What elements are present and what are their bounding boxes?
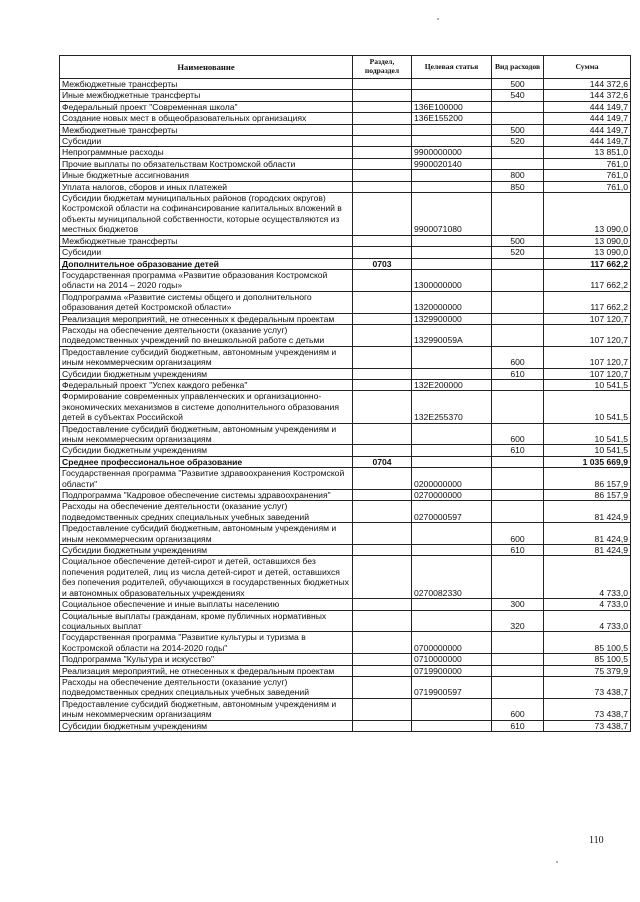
cell-type [492,291,544,313]
table-row [60,90,631,101]
cell-target: 0270000597 [412,501,492,523]
cell-section [353,147,412,158]
cell-name: Среднее профессиональное образование [60,456,353,467]
cell-name: Прочие выплаты по обязательствам Костромской области [60,158,353,169]
header-type: Вид расходов [492,56,544,79]
cell-type [492,324,544,346]
cell-section [353,235,412,246]
cell-sum: 10 541,5 [544,445,631,456]
cell-section [353,545,412,556]
cell-sum: 761,0 [544,158,631,169]
table-row [60,468,631,490]
table-row [60,269,631,291]
cell-section [353,193,412,236]
cell-name: Федеральный проект "Успех каждого ребенка" [60,379,353,390]
cell-type: 520 [492,136,544,147]
cell-name: Подпрограмма "Кадровое обеспечение системы здравоохранения" [60,490,353,501]
header-sum: Сумма [544,56,631,79]
cell-section [353,610,412,632]
cell-type: 600 [492,423,544,445]
cell-sum: 117 662,2 [544,291,631,313]
table-row [60,610,631,632]
cell-sum: 107 120,7 [544,368,631,379]
cell-type [492,258,544,269]
table-row [60,247,631,258]
cell-target: 132E255370 [412,391,492,423]
table-row [60,346,631,368]
page-number: 110 [589,835,604,846]
cell-type [492,556,544,599]
cell-section [353,599,412,610]
cell-sum: 10 541,5 [544,391,631,423]
cell-sum: 4 733,0 [544,610,631,632]
cell-sum: 444 149,7 [544,113,631,124]
cell-section [353,313,412,324]
cell-sum: 73 438,7 [544,698,631,720]
cell-name: Субсидии бюджетным учреждениям [60,445,353,456]
cell-target [412,445,492,456]
cell-name: Расходы на обеспечение деятельности (оказание услуг) подведомственных учреждений по внешкольной работе с детьми [60,324,353,346]
cell-name: Формирование современных управленческих и организационно-экономических механизмов в системе дополнительного образования детей в субъектах Российской [60,391,353,423]
cell-target: 0710000000 [412,654,492,665]
cell-target: 9900071080 [412,193,492,236]
cell-type: 850 [492,181,544,192]
cell-sum: 13 851,0 [544,147,631,158]
header-section: Раздел, подраздел [353,56,412,79]
table-row [60,501,631,523]
cell-target: 132990059А [412,324,492,346]
cell-section [353,676,412,698]
table-row [60,556,631,599]
cell-name: Реализация мероприятий, не отнесенных к федеральным проектам [60,665,353,676]
cell-type [492,632,544,654]
table-row [60,456,631,467]
cell-sum: 761,0 [544,181,631,192]
table-row [60,324,631,346]
cell-target: 9900020140 [412,158,492,169]
cell-name: Расходы на обеспечение деятельности (оказание услуг) подведомственных средних специальных учебных заведений [60,676,353,698]
cell-sum: 10 541,5 [544,423,631,445]
cell-name: Предоставление субсидий бюджетным, автономным учреждениям и иным некоммерческим организациям [60,423,353,445]
cell-type: 320 [492,610,544,632]
cell-sum: 444 149,7 [544,101,631,112]
cell-type: 610 [492,545,544,556]
cell-section [353,269,412,291]
cell-name: Государственная программа «Развитие образования Костромской области на 2014 – 2020 годы» [60,269,353,291]
cell-target: 1320000000 [412,291,492,313]
cell-sum: 10 541,5 [544,379,631,390]
cell-sum: 81 424,9 [544,501,631,523]
cell-type [492,654,544,665]
table-row [60,193,631,236]
cell-target: 0270000000 [412,490,492,501]
cell-name: Межбюджетные трансферты [60,79,353,90]
cell-name: Межбюджетные трансферты [60,235,353,246]
cell-type: 600 [492,346,544,368]
cell-name: Социальное обеспечение и иные выплаты населению [60,599,353,610]
cell-section [353,90,412,101]
cell-type: 600 [492,523,544,545]
cell-target: 0270082330 [412,556,492,599]
cell-name: Субсидии бюджетам муниципальных районов (городских округов) Костромской области на софинансирование капитальных вложений в объекты муниципальной собственности, которые осуществляются из местных бюджетов [60,193,353,236]
cell-name: Государственная программа "Развитие культуры и туризма в Костромской области на 2014-2020 годы" [60,632,353,654]
cell-section [353,368,412,379]
cell-section [353,556,412,599]
cell-sum: 13 090,0 [544,193,631,236]
cell-name: Иные бюджетные ассигнования [60,170,353,181]
cell-name: Уплата налогов, сборов и иных платежей [60,181,353,192]
cell-sum: 1 035 669,9 [544,456,631,467]
cell-target [412,545,492,556]
cell-section [353,346,412,368]
scan-speck [556,861,558,863]
cell-target [412,258,492,269]
cell-target [412,170,492,181]
cell-target [412,79,492,90]
cell-target [412,90,492,101]
table-row [60,379,631,390]
table-row [60,632,631,654]
cell-section: 0703 [353,258,412,269]
cell-type: 800 [492,170,544,181]
cell-type: 610 [492,720,544,731]
cell-name: Субсидии [60,247,353,258]
table-row [60,313,631,324]
cell-type [492,113,544,124]
cell-section [353,181,412,192]
cell-name: Подпрограмма "Культура и искусство" [60,654,353,665]
cell-type: 540 [492,90,544,101]
cell-target [412,235,492,246]
cell-sum: 86 157,9 [544,490,631,501]
table-row [60,79,631,90]
cell-sum: 81 424,9 [544,523,631,545]
cell-sum: 13 090,0 [544,247,631,258]
cell-sum: 761,0 [544,170,631,181]
cell-target [412,181,492,192]
cell-section [353,654,412,665]
cell-section [353,665,412,676]
cell-name: Субсидии [60,136,353,147]
table-row [60,523,631,545]
cell-name: Иные межбюджетные трансферты [60,90,353,101]
cell-sum: 117 662,2 [544,269,631,291]
cell-sum: 4 733,0 [544,599,631,610]
cell-section [353,632,412,654]
cell-type [492,468,544,490]
cell-section [353,158,412,169]
cell-target [412,247,492,258]
cell-sum: 75 379,9 [544,665,631,676]
cell-type: 500 [492,235,544,246]
cell-target [412,698,492,720]
table-row [60,423,631,445]
table-row [60,291,631,313]
cell-sum: 107 120,7 [544,346,631,368]
table-header-row [60,56,631,79]
cell-target [412,368,492,379]
cell-name: Субсидии бюджетным учреждениям [60,720,353,731]
cell-sum: 144 372,6 [544,90,631,101]
cell-type [492,456,544,467]
cell-target: 0200000000 [412,468,492,490]
cell-target [412,136,492,147]
table-row [60,391,631,423]
cell-section [353,101,412,112]
cell-section [353,445,412,456]
cell-target [412,610,492,632]
table-row [60,676,631,698]
cell-target: 1329900000 [412,313,492,324]
cell-name: Государственная программа "Развитие здравоохранения Костромской области" [60,468,353,490]
cell-type [492,501,544,523]
cell-name: Предоставление субсидий бюджетным, автономным учреждениям и иным некоммерческим организациям [60,523,353,545]
table-row [60,720,631,731]
cell-sum: 107 120,7 [544,324,631,346]
cell-type [492,665,544,676]
cell-section [353,391,412,423]
cell-section [353,113,412,124]
cell-target: 132E200000 [412,379,492,390]
cell-type [492,379,544,390]
cell-target [412,599,492,610]
cell-target [412,720,492,731]
cell-type [492,490,544,501]
cell-section [353,324,412,346]
table-row [60,258,631,269]
cell-type: 500 [492,79,544,90]
table-row [60,113,631,124]
scan-speck [437,18,439,20]
cell-name: Непрограммные расходы [60,147,353,158]
cell-sum: 13 090,0 [544,235,631,246]
cell-sum: 86 157,9 [544,468,631,490]
cell-sum: 117 662,2 [544,258,631,269]
table-row [60,235,631,246]
cell-section [353,468,412,490]
cell-name: Социальное обеспечение детей-сирот и детей, оставшихся без попечения родителей, лиц из числа детей-сирот и детей, оставшихся без попечения родителей, обучающихся в государственных бюджетных и автономных образовательных учреждениях [60,556,353,599]
cell-section [353,523,412,545]
cell-type [492,193,544,236]
cell-sum: 144 372,6 [544,79,631,90]
cell-name: Субсидии бюджетным учреждениям [60,545,353,556]
cell-target: 136E100000 [412,101,492,112]
header-name: Наименование [60,56,353,79]
cell-name: Федеральный проект "Современная школа" [60,101,353,112]
table-row [60,101,631,112]
cell-type [492,147,544,158]
cell-section [353,247,412,258]
table-row [60,368,631,379]
cell-name: Дополнительное образование детей [60,258,353,269]
cell-sum: 444 149,7 [544,124,631,135]
cell-type [492,391,544,423]
cell-target [412,124,492,135]
cell-type: 610 [492,445,544,456]
table-row [60,445,631,456]
cell-section [353,379,412,390]
cell-type [492,158,544,169]
cell-section: 0704 [353,456,412,467]
cell-name: Субсидии бюджетным учреждениям [60,368,353,379]
cell-sum: 4 733,0 [544,556,631,599]
cell-target: 0719900000 [412,665,492,676]
table-row [60,698,631,720]
cell-type: 300 [492,599,544,610]
cell-section [353,136,412,147]
cell-target: 0700000000 [412,632,492,654]
cell-name: Реализация мероприятий, не отнесенных к федеральным проектам [60,313,353,324]
cell-name: Межбюджетные трансферты [60,124,353,135]
table-row [60,181,631,192]
table-row [60,665,631,676]
cell-section [353,170,412,181]
table-row [60,158,631,169]
cell-target: 136E155200 [412,113,492,124]
cell-target [412,523,492,545]
cell-type [492,269,544,291]
cell-name: Предоставление субсидий бюджетным, автономным учреждениям и иным некоммерческим организациям [60,346,353,368]
table-row [60,136,631,147]
cell-target: 1300000000 [412,269,492,291]
cell-type: 600 [492,698,544,720]
budget-table [59,55,631,732]
table-body [60,79,631,732]
cell-name: Социальные выплаты гражданам, кроме публичных нормативных социальных выплат [60,610,353,632]
cell-target [412,346,492,368]
cell-sum: 73 438,7 [544,676,631,698]
cell-section [353,124,412,135]
cell-sum: 444 149,7 [544,136,631,147]
cell-sum: 85 100,5 [544,632,631,654]
table-row [60,599,631,610]
cell-name: Подпрограмма «Развитие системы общего и дополнительного образования детей Костромской области» [60,291,353,313]
cell-type: 520 [492,247,544,258]
cell-name: Расходы на обеспечение деятельности (оказание услуг) подведомственных средних специальных учебных заведений [60,501,353,523]
cell-section [353,490,412,501]
cell-target [412,456,492,467]
table-row [60,654,631,665]
table-row [60,490,631,501]
header-target: Целевая статья [412,56,492,79]
cell-section [353,291,412,313]
cell-section [353,423,412,445]
cell-sum: 81 424,9 [544,545,631,556]
cell-type [492,101,544,112]
cell-section [353,698,412,720]
table-row [60,124,631,135]
table-row [60,170,631,181]
cell-name: Предоставление субсидий бюджетным, автономным учреждениям и иным некоммерческим организациям [60,698,353,720]
cell-sum: 85 100,5 [544,654,631,665]
cell-type [492,313,544,324]
cell-target: 0719900597 [412,676,492,698]
cell-type: 500 [492,124,544,135]
cell-name: Создание новых мест в общеобразовательных организациях [60,113,353,124]
cell-sum: 107 120,7 [544,313,631,324]
cell-target [412,423,492,445]
cell-type: 610 [492,368,544,379]
cell-type [492,676,544,698]
cell-sum: 73 438,7 [544,720,631,731]
table-row [60,545,631,556]
cell-target: 9900000000 [412,147,492,158]
cell-section [353,720,412,731]
table-row [60,147,631,158]
cell-section [353,79,412,90]
cell-section [353,501,412,523]
